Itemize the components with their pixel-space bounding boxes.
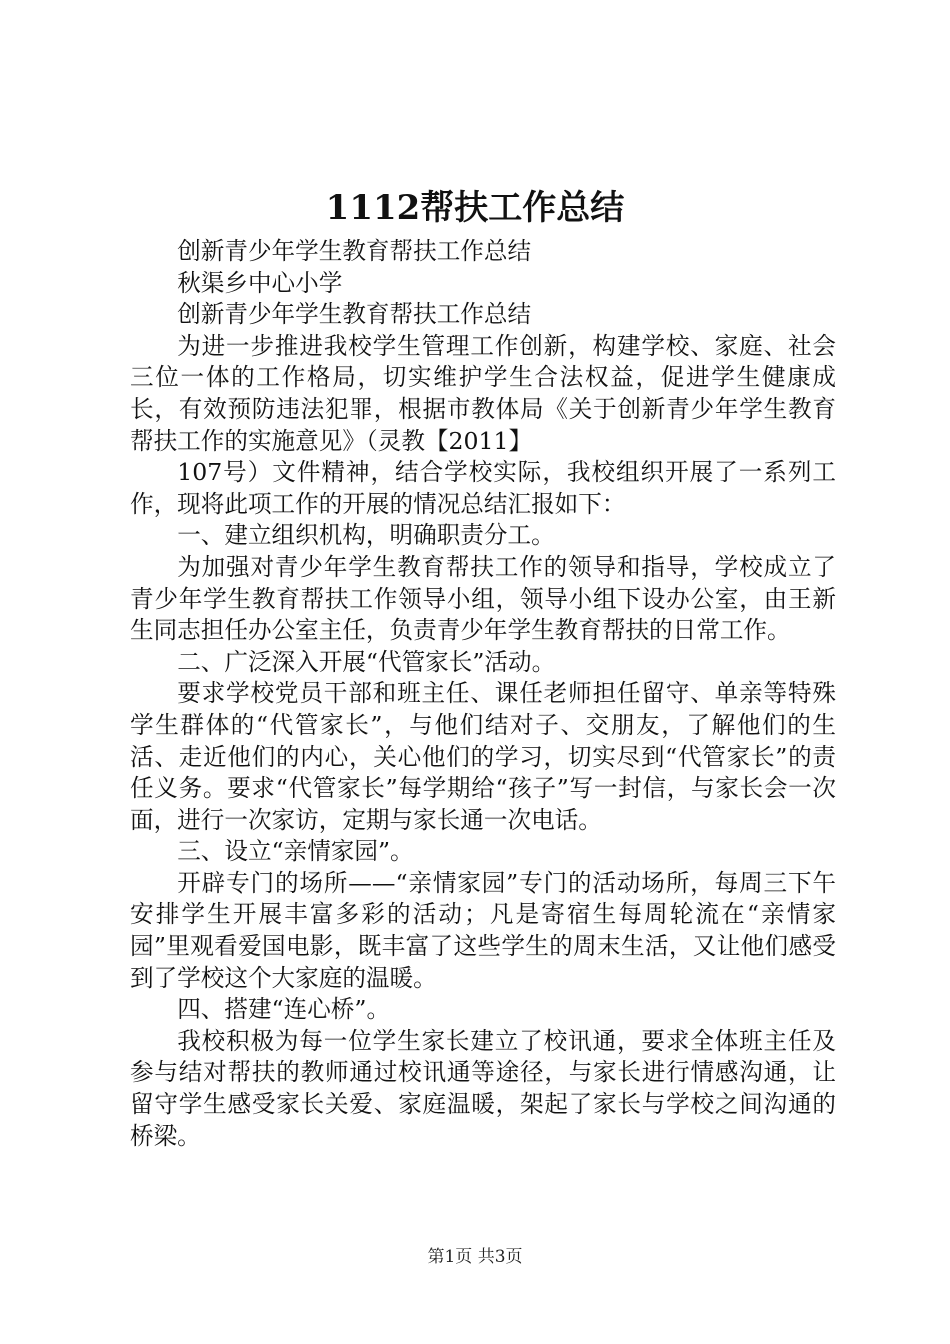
section-heading-3: 三、设立“亲情家园”。 [177, 837, 414, 866]
page-footer: 第1页 共3页 [427, 1247, 523, 1267]
section-heading-4: 四、搭建“连心桥”。 [177, 995, 391, 1024]
paragraph-subtitle: 创新青少年学生教育帮扶工作总结 [177, 237, 532, 265]
paragraph-school-name: 秋渠乡中心小学 [177, 268, 343, 297]
section-body-3: 开辟专门的场所——“亲情家园”专门的活动场所，每周三下午安排学生开展丰富多彩的活动；凡是寄宿生每周轮流在“亲情家园”里观看爱国电影，既丰富了这些学生的周末生活，又让他们感受到了学校这个大家庭的温暖。 [130, 868, 836, 992]
document-title: 1112帮扶工作总结 [325, 188, 625, 228]
section-heading-2: 二、广泛深入开展“代管家长”活动。 [177, 647, 556, 676]
document-body [130, 236, 836, 1152]
paragraph-intro-continued: 107号）文件精神，结合学校实际，我校组织开展了一系列工作，现将此项工作的开展的情况总结汇报如下： [130, 458, 836, 518]
paragraph-intro: 为进一步推进我校学生管理工作创新，构建学校、家庭、社会三位一体的工作格局，切实维护学生合法权益，促进学生健康成长，有效预防违法犯罪，根据市教体局《关于创新青少年学生教育帮扶工作的实施意见》（灵教【2011】 [130, 331, 836, 455]
section-body-4: 我校积极为每一位学生家长建立了校讯通，要求全体班主任及参与结对帮扶的教师通过校讯通等途径，与家长进行情感沟通，让留守学生感受家长关爱、家庭温暖，架起了家长与学校之间沟通的桥梁。 [130, 1026, 836, 1150]
paragraph-subtitle-repeat: 创新青少年学生教育帮扶工作总结 [177, 300, 532, 329]
section-heading-1: 一、建立组织机构，明确职责分工。 [177, 521, 555, 550]
section-body-1: 为加强对青少年学生教育帮扶工作的领导和指导，学校成立了青少年学生教育帮扶工作领导小组，领导小组下设办公室，由王新生同志担任办公室主任，负责青少年学生教育帮扶的日常工作。 [130, 552, 836, 645]
section-body-2: 要求学校党员干部和班主任、课任老师担任留守、单亲等特殊学生群体的“代管家长”，与他们结对子、交朋友，了解他们的生活、走近他们的内心，关心他们的学习，切实尽到“代管家长”的责任义务。要求“代管家长”每学期给“孩子”写一封信，与家长会一次面，进行一次家访，定期与家长通一次电话。 [130, 679, 836, 834]
